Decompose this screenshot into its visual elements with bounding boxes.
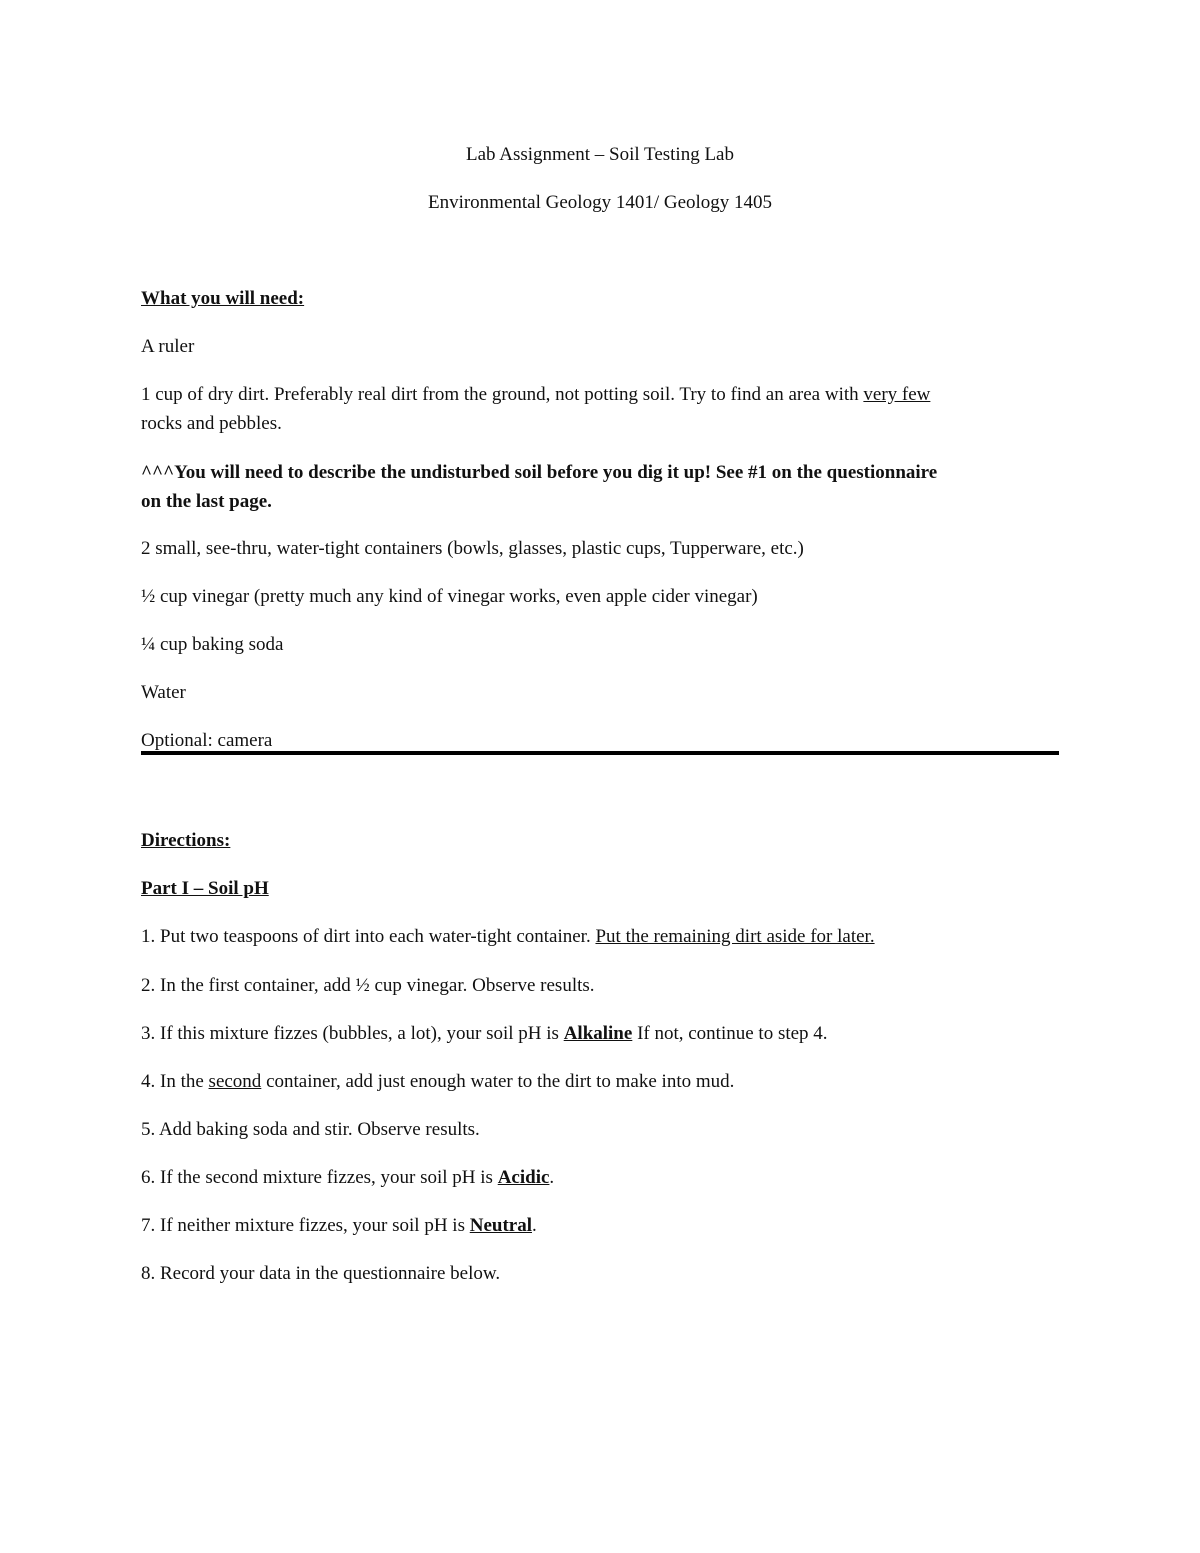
directions-heading: Directions: (141, 830, 231, 851)
step-1-text: 1. Put two teaspoons of dirt into each water-tight container. (141, 926, 596, 947)
step-5: 5. Add baking soda and stir. Observe results. (141, 1119, 480, 1140)
soil-note-line2: on the last page. (141, 491, 272, 512)
step-3-result: Alkaline (563, 1023, 633, 1044)
step-4 (141, 1067, 1059, 1096)
material-dirt-line1 (141, 380, 1059, 409)
step-3 (141, 1019, 1059, 1048)
step-6-tail: . (549, 1167, 555, 1188)
section-divider (141, 751, 1059, 755)
course-title: Environmental Geology 1401/ Geology 1405 (427, 192, 773, 213)
material-dirt-line2: rocks and pebbles. (141, 413, 282, 434)
material-dirt-emphasis: very few (863, 384, 931, 405)
material-water: Water (141, 682, 186, 703)
material-containers: 2 small, see-thru, water-tight containers (bowls, glasses, plastic cups, Tupperware, etc.) (141, 538, 804, 559)
step-6-text: 6. If the second mixture fizzes, your soil pH is (141, 1167, 498, 1188)
step-4-text: 4. In the (141, 1071, 209, 1092)
step-7-tail: . (532, 1215, 537, 1236)
step-7-text: 7. If neither mixture fizzes, your soil pH is (141, 1215, 470, 1236)
step-4-emphasis: second (208, 1071, 262, 1092)
step-6-result: Acidic (497, 1167, 550, 1188)
step-3-tail: If not, continue to step 4. (632, 1023, 828, 1044)
soil-note-line1: ^^^You will need to describe the undisturbed soil before you dig it up! See #1 on the questionnaire (141, 462, 938, 483)
material-camera: Optional: camera (141, 730, 273, 751)
step-4-tail: container, add just enough water to the dirt to make into mud. (261, 1071, 735, 1092)
step-1-emphasis: Put the remaining dirt aside for later. (595, 926, 875, 947)
material-dirt-text: 1 cup of dry dirt. Preferably real dirt from the ground, not potting soil. Try to find an area with (141, 384, 864, 405)
material-baking-soda: ¼ cup baking soda (141, 634, 284, 655)
step-7-result: Neutral (469, 1215, 532, 1236)
material-ruler: A ruler (141, 336, 195, 357)
step-8: 8. Record your data in the questionnaire below. (141, 1263, 501, 1284)
step-7 (141, 1211, 1059, 1240)
part-one-heading: Part I – Soil pH (141, 878, 269, 899)
material-vinegar: ½ cup vinegar (pretty much any kind of vinegar works, even apple cider vinegar) (141, 586, 758, 607)
step-2: 2. In the first container, add ½ cup vinegar. Observe results. (141, 975, 595, 996)
materials-heading: What you will need: (141, 288, 305, 309)
step-1 (141, 922, 1059, 951)
document-title: Lab Assignment – Soil Testing Lab (465, 144, 734, 165)
step-3-text: 3. If this mixture fizzes (bubbles, a lot), your soil pH is (141, 1023, 564, 1044)
step-6 (141, 1163, 1059, 1192)
